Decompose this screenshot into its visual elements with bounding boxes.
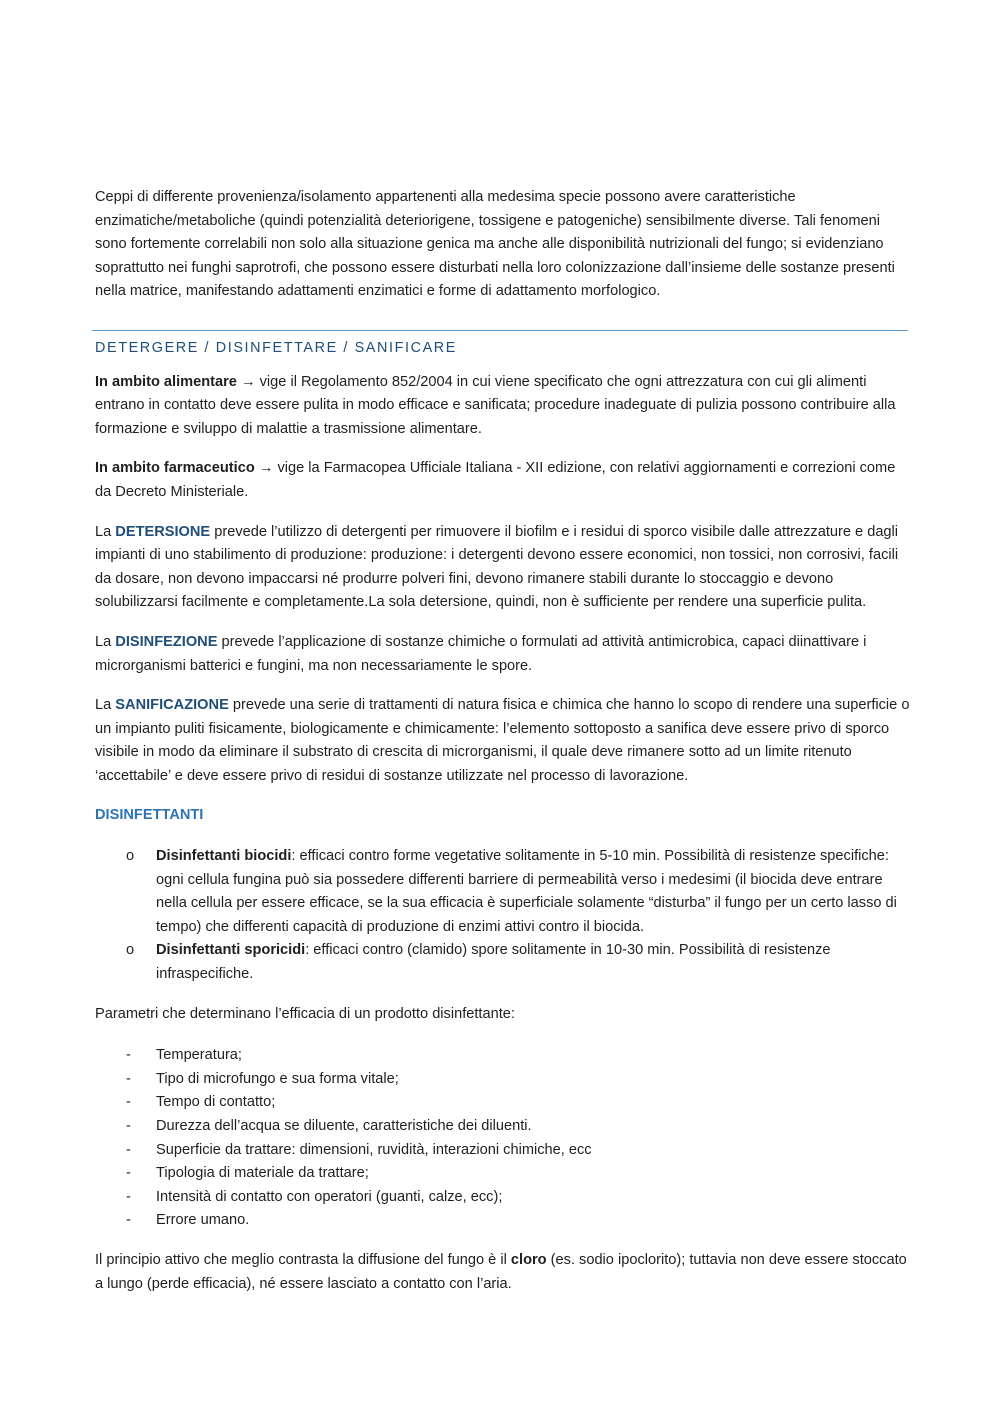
text-farmaceutico: vige la Farmacopea Ufficiale Italiana - XII edizione, con relativi aggiornamenti e correzioni come da Decreto Ministeriale.: [95, 460, 896, 500]
section-divider: [92, 330, 908, 331]
list-item-text: Superficie da trattare: dimensioni, ruvidità, interazioni chimiche, ecc: [156, 1141, 592, 1158]
label-alimentare: In ambito alimentare: [95, 373, 237, 390]
list-item-text: Tempo di contatto;: [156, 1094, 276, 1111]
parametri-intro: Parametri che determinano l’efficacia di un prodotto disinfettante:: [95, 1005, 515, 1022]
bullet-dash-icon: -: [126, 1212, 131, 1229]
list-item-text: Durezza dell’acqua se diluente, caratteristiche dei diluenti.: [156, 1118, 532, 1134]
list-item-text: : efficaci contro (clamido) spore solitamente in 10-30 min. Possibilità di resistenze infraspecifiche.: [156, 942, 831, 983]
paragraph-alimentare: [95, 371, 910, 442]
bullet-dash-icon: -: [126, 1118, 131, 1134]
list-item-text: Intensità di contatto con operatori (guanti, calze, ecc);: [156, 1188, 503, 1205]
keyword-detersione: DETERSIONE: [115, 523, 211, 540]
document-page: [95, 186, 910, 1296]
parametri-list: [95, 1044, 910, 1233]
label-farmaceutico: In ambito farmaceutico: [95, 460, 255, 477]
list-item: [95, 1139, 910, 1163]
list-item-text: Tipologia di materiale da trattare;: [156, 1165, 369, 1182]
bullet-circle-icon: o: [126, 942, 135, 959]
list-item-term: Disinfettanti biocidi: [156, 848, 292, 865]
bullet-dash-icon: -: [126, 1188, 131, 1205]
bullet-circle-icon: o: [126, 848, 135, 865]
prefix-sanificazione: La: [95, 697, 116, 714]
disinfettanti-heading: DISINFETTANTI: [95, 807, 204, 824]
arrow-right-icon: →: [258, 460, 274, 477]
paragraph-disinfezione: [95, 631, 910, 678]
arrow-right-icon: →: [240, 373, 256, 390]
keyword-cloro: cloro: [510, 1251, 547, 1268]
paragraph-detersione: [95, 521, 910, 615]
conclusione-after: (es. sodio ipoclorito); tuttavia non deve essere stoccato a lungo (perde efficacia), né essere lasciato a contatto con l’aria.: [95, 1251, 907, 1292]
list-item: [95, 845, 910, 939]
text-disinfezione: prevede l’applicazione di sostanze chimiche o formulati ad attività antimicrobica, capaci diinattivare i microrganismi batterici e fungini, ma non necessariamente le spore.: [95, 633, 867, 674]
bullet-dash-icon: -: [126, 1070, 131, 1087]
list-item: [95, 1162, 910, 1186]
text-alimentare: vige il Regolamento 852/2004 in cui viene specificato che ogni attrezzatura con cui gli alimenti entrano in contatto deve essere pulita in modo efficace e sanificata; procedure inadeguate di pulizia possono contribuire alla formazione e sviluppo di malattie a trasmissione alimentare.: [95, 373, 896, 437]
disinfettanti-list: [95, 845, 910, 987]
bullet-dash-icon: -: [126, 1141, 131, 1158]
keyword-disinfezione: DISINFEZIONE: [115, 633, 218, 650]
bullet-dash-icon: -: [126, 1094, 131, 1111]
conclusione-before: Il principio attivo che meglio contrasta la diffusione del fungo è il: [95, 1251, 511, 1268]
list-item: [95, 1186, 910, 1210]
list-item: [95, 939, 910, 986]
list-item: [95, 1091, 910, 1115]
bullet-dash-icon: -: [126, 1165, 131, 1182]
text-sanificazione: prevede una serie di trattamenti di natura fisica e chimica che hanno lo scopo di rendere una superficie o un impianto puliti fisicamente, biologicamente e chimicamente: l’elemento sottoposto a sanifica deve essere privo di sporco visibile in modo da eliminare il substrato di crescita di microrganismi, il quale deve rimanere sotto ad un limite ritenuto ‘accettabile’ e deve essere privo di residui di sostanze utilizzate nel processo di lavorazione.: [95, 697, 910, 784]
list-item-text: Temperatura;: [156, 1047, 242, 1064]
keyword-sanificazione: SANIFICAZIONE: [115, 697, 229, 714]
text-detersione: prevede l’utilizzo di detergenti per rimuovere il biofilm e i residui di sporco visibile dalle attrezzature e dagli impianti di uno stabilimento di produzione: produzione: i detergenti devono essere economici, non tossici, non corrosivi, facili da dosare, non devono impaccarsi né produrre polveri fini, devono rimanere stabili durante lo stoccaggio e devono solubilizzarsi facilmente e completamente.La sola detersione, quindi, non è sufficiente per rendere una superficie pulita.: [95, 523, 899, 611]
paragraph-farmaceutico: [95, 457, 910, 504]
list-item: [95, 1209, 910, 1233]
list-item-text: : efficaci contro forme vegetative solitamente in 5-10 min. Possibilità di resistenze specifiche: ogni cellula fungina può sia possedere differenti barriere di permeabilità verso i medesimi (il biocida deve entrare nella cellula per essere efficace, se la sua efficacia è superficiale solamente “disturba” il fungo per un certo lasso di tempo) che differenti capacità di produzione di enzimi attivi contro il biocida.: [156, 848, 897, 935]
prefix-detersione: La: [95, 523, 116, 540]
list-item-text: Tipo di microfungo e sua forma vitale;: [156, 1070, 399, 1087]
list-item: [95, 1115, 910, 1139]
paragraph-sanificazione: [95, 694, 910, 788]
intro-paragraph: Ceppi di differente provenienza/isolamento appartenenti alla medesima specie possono avere caratteristiche enzimatiche/metaboliche (quindi potenzialità deteriorigene, tossigene e patogeniche) sensibilmente diverse. Tali fenomeni sono fortemente correlabili non solo alla situazione genica ma anche alle disponibilità nutrizionali del fungo; si evidenziano soprattutto nei funghi saprotrofi, che possono essere disturbati nella loro colonizzazione dall’insieme delle sostanze presenti nella matrice, manifestando adattamenti enzimatici e forme di adattamento morfologico.: [95, 189, 895, 300]
prefix-disinfezione: La: [95, 633, 116, 650]
list-item: [95, 1068, 910, 1092]
list-item-text: Errore umano.: [156, 1212, 250, 1229]
paragraph-conclusione: [95, 1249, 910, 1296]
bullet-dash-icon: -: [126, 1047, 131, 1064]
list-item-term: Disinfettanti sporicidi: [156, 942, 306, 959]
section-heading: DETERGERE / DISINFETTARE / SANIFICARE: [95, 339, 457, 356]
list-item: [95, 1044, 910, 1068]
